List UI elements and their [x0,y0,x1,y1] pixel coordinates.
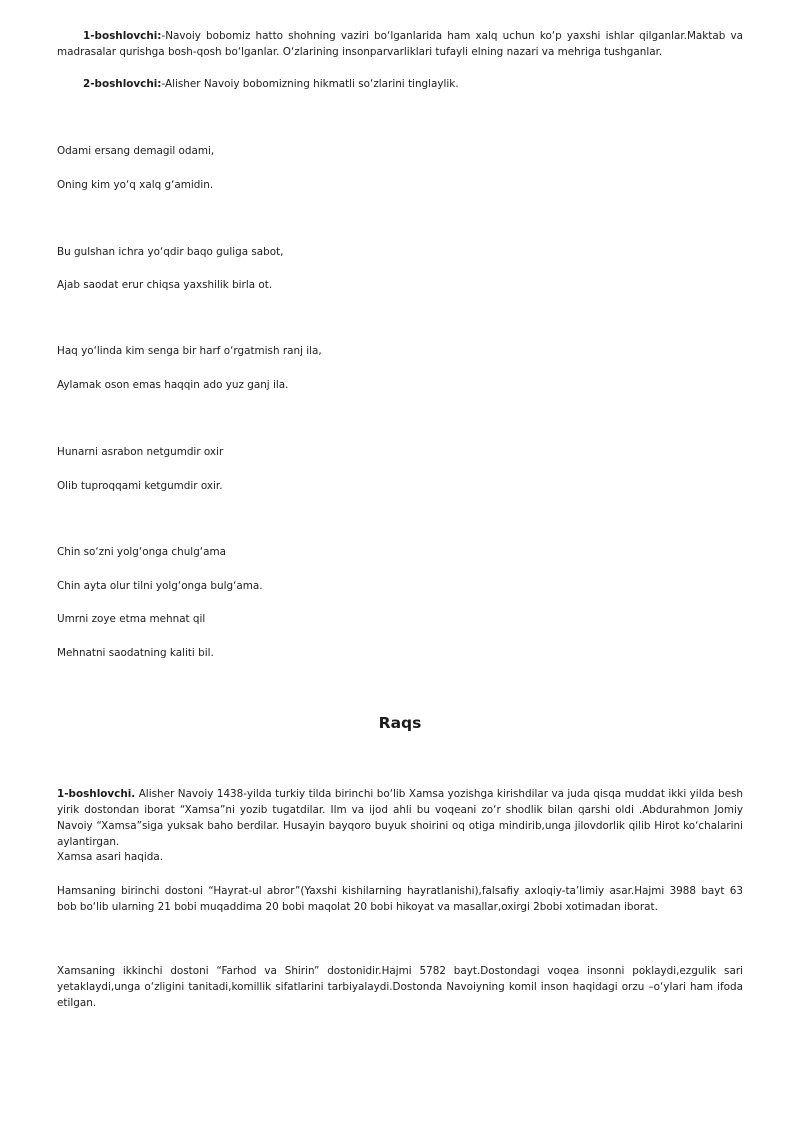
poem-line-1: Odami ersang demagil odami, [57,145,215,157]
poem-line-6: Aylamak oson emas haqqin ado yuz ganj ila. [57,379,289,391]
section-paragraph-2: Xamsa asari haqida. [57,851,164,863]
intro-paragraph-1 [57,28,743,60]
speaker-label: 2-boshlovchi: [83,78,162,90]
poem-line-9: Chin so‘zni yolg‘onga chulg‘ama [57,546,226,558]
paragraph-text: Alisher Navoiy 1438-yilda turkiy tilda birinchi bo‘lib Xamsa yozishga kirishdilar va juda qisqa muddat ikki yilda besh yirik dostondan iborat “Xamsa”ni yozib tugatdilar. Ilm va ijod ahli bu voqeani zo‘r shodlik bilan qarshi oldi .Abdurahmon Jomiy Navoiy “Xamsa”siga yuksak baho berdilar. Husayin bayqoro buyuk shoirini oq otiga mindirib,unga jilovdorlik qilib Hirot ko‘chalarini aylantirgan. [57,788,743,848]
poem-line-7: Hunarni asrabon netgumdir oxir [57,446,224,458]
poem-line-8: Olib tuproqqami ketgumdir oxir. [57,480,223,492]
intro-paragraph-2 [57,76,743,92]
speaker-label: 1-boshlovchi. [57,788,136,800]
paragraph-text: -Navoiy bobomiz hatto shohning vaziri bo‘lganlarida ham xalq uchun ko‘p yaxshi ishlar qilganlar.Maktab va madrasalar qurishga bosh-qosh bo‘lganlar. O‘zlarining insonparvarliklari tufayli elning nazari va mehriga tushganlar. [57,30,743,58]
poem-line-2: Oning kim yo‘q xalq g‘amidin. [57,179,214,191]
poem-line-5: Haq yo‘linda kim senga bir harf o‘rgatmish ranj ila, [57,345,322,357]
section-paragraph-3: Hamsaning birinchi dostoni “Hayrat-ul abror”(Yaxshi kishilarning hayratlanishi),falsafiy axloqiy-ta’limiy asar.Hajmi 3988 bayt 63 bob bo‘lib ularning 21 bobi muqaddima 20 bobi maqolat 20 bobi hikoyat va masallar,oxirgi 2bobi xotimadan iborat. [57,885,743,913]
paragraph-text: -Alisher Navoiy bobomizning hikmatli so‘zlarini tinglaylik. [161,78,459,90]
poem-line-4: Ajab saodat erur chiqsa yaxshilik birla ot. [57,279,273,291]
poem-line-12: Mehnatni saodatning kaliti bil. [57,647,214,659]
section-paragraph-1 [57,786,743,850]
poem-line-3: Bu gulshan ichra yo‘qdir baqo guliga sabot, [57,246,284,258]
section-paragraph-4: Xamsaning ikkinchi dostoni “Farhod va Shirin” dostonidir.Hajmi 5782 bayt.Dostondagi voqea insonni poklaydi,ezgulik sari yetaklaydi,unga o‘zligini tanitadi,komillik sifatlarini tarbiyalaydi.Dostonda Navoiyning komil inson haqidagi orzu –o‘ylari ham ifoda etilgan. [57,965,743,1009]
poem-line-11: Umrni zoye etma mehnat qil [57,613,206,625]
section-title: Raqs [378,714,422,732]
poem-line-10: Chin ayta olur tilni yolg‘onga bulg‘ama. [57,580,263,592]
speaker-label: 1-boshlovchi: [83,30,162,42]
